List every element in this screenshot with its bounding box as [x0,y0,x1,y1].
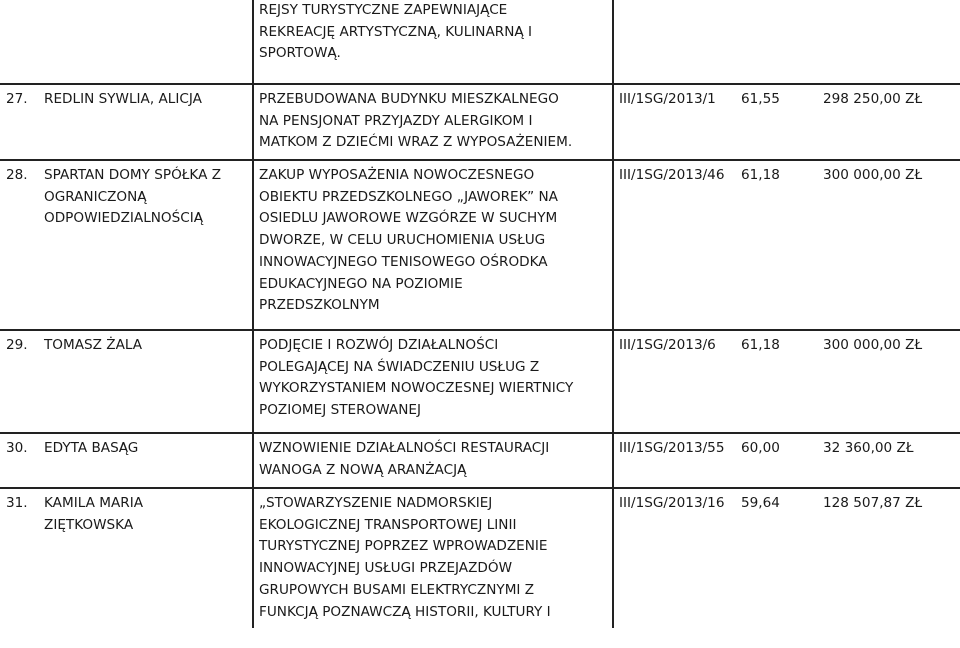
grant-amount-text: 300 000,00 ZŁ [823,337,923,353]
applicant-name [38,84,253,160]
row-number [0,488,38,648]
score [735,0,817,84]
applicant-name [38,330,253,433]
project-description-line: PRZEDSZKOLNYM [259,297,380,314]
row-number [0,160,38,330]
project-description-line: POLEGAJĄCEJ NA ŚWIADCZENIU USŁUG Z [259,358,540,375]
application-code-text: III/1SG/2013/1 [619,91,716,107]
row-number [0,330,38,433]
application-code [613,84,735,160]
table-row [0,0,960,84]
applicant-name-line: EDYTA BASĄG [44,440,139,456]
application-code [613,433,735,488]
score [735,433,817,488]
score-text: 60,00 [741,440,780,456]
project-description-line: INNOWACYJNEJ USŁUGI PRZEJAZDÓW [259,560,513,577]
application-code [613,160,735,330]
project-description-line: EKOLOGICZNEJ TRANSPORTOWEJ LINII [259,516,517,533]
applicant-name [38,488,253,648]
grant-amount [817,488,960,648]
score [735,330,817,433]
application-code-text: III/1SG/2013/46 [619,167,725,183]
project-description-line: REKREACJĘ ARTYSTYCZNĄ, KULINARNĄ I [259,23,533,40]
applicant-name-line: KAMILA MARIA [44,495,143,511]
project-description-line: FUNKCJĄ POZNAWCZĄ HISTORII, KULTURY I [259,603,551,620]
row-number-text: 27. [6,91,28,107]
applicant-name [38,433,253,488]
project-description-line: POZIOMEJ STEROWANEJ [259,402,421,419]
table-row [0,160,960,330]
project-description-line: INNOWACYJNEGO TENISOWEGO OŚRODKA [259,253,548,270]
score [735,160,817,330]
grant-amount [817,84,960,160]
project-description-line: REJSY TURYSTYCZNE ZAPEWNIAJĄCE [259,2,508,18]
grant-amount [817,330,960,433]
project-description-line: SPORTOWĄ. [259,45,341,62]
grant-amount [817,433,960,488]
table-row [0,330,960,433]
project-description-line: GRUPOWYCH BUSAMI ELEKTRYCZNYMI Z [259,581,535,598]
row-number [0,84,38,160]
applicant-name-line: REDLIN SYWLIA, ALICJA [44,91,202,107]
grant-amount [817,160,960,330]
project-description-line: WYKORZYSTANIEM NOWOCZESNEJ WIERTNICY [259,380,574,397]
project-description [253,488,613,648]
project-description-line: PODJĘCIE I ROZWÓJ DZIAŁALNOŚCI [259,337,499,353]
project-description-line: DWORZE, W CELU URUCHOMIENIA USŁUG [259,232,546,249]
row-number [0,0,38,84]
applicant-name [38,160,253,330]
row-number-text: 29. [6,337,28,353]
project-description-line: EDUKACYJNEGO NA POZIOMIE [259,275,463,292]
project-description-line: OSIEDLU JAWOROWE WZGÓRZE W SUCHYM [259,210,558,227]
grant-amount-text: 128 507,87 ZŁ [823,495,923,511]
application-code [613,488,735,648]
project-description-line: WZNOWIENIE DZIAŁALNOŚCI RESTAURACJI [259,440,550,456]
score-text: 61,18 [741,337,780,353]
application-code-text: III/1SG/2013/16 [619,495,725,511]
row-number-text: 28. [6,167,28,183]
project-description [253,0,613,84]
score-text: 59,64 [741,495,780,511]
table-row [0,488,960,648]
applicant-name-line: ODPOWIEDZIALNOŚCIĄ [44,210,204,227]
project-description [253,84,613,160]
applicant-name-line: SPARTAN DOMY SPÓŁKA Z [44,167,222,183]
score-text: 61,18 [741,167,780,183]
score [735,488,817,648]
score-text: 61,55 [741,91,780,107]
applicant-name-line: ZIĘTKOWSKA [44,516,134,533]
project-description-line: „STOWARZYSZENIE NADMORSKIEJ [259,495,493,511]
row-number-text: 31. [6,495,28,511]
table-row [0,433,960,488]
project-description-line: ZAKUP WYPOSAŻENIA NOWOCZESNEGO [259,167,535,183]
score [735,84,817,160]
table-row [0,84,960,160]
applicant-name-line: OGRANICZONĄ [44,188,147,205]
grant-amount-text: 32 360,00 ZŁ [823,440,914,456]
applicant-name-line: TOMASZ ŻALA [44,337,143,353]
row-number-text: 30. [6,440,28,456]
applicant-name [38,0,253,84]
grant-amount-text: 300 000,00 ZŁ [823,167,923,183]
project-description-line: MATKOM Z DZIEĆMI WRAZ Z WYPOSAŻENIEM. [259,134,573,151]
project-description-line: TURYSTYCZNEJ POPRZEZ WPROWADZENIE [259,538,548,555]
application-code-text: III/1SG/2013/55 [619,440,725,456]
application-code-text: III/1SG/2013/6 [619,337,716,353]
application-code [613,0,735,84]
project-description [253,433,613,488]
application-code [613,330,735,433]
project-description-line: OBIEKTU PRZEDSZKOLNEGO „JAWOREK” NA [259,188,558,205]
project-description [253,330,613,433]
project-description-line: PRZEBUDOWANA BUDYNKU MIESZKALNEGO [259,91,559,107]
project-description-line: WANOGA Z NOWĄ ARANŻACJĄ [259,461,467,478]
grant-amount-text: 298 250,00 ZŁ [823,91,923,107]
grant-amount [817,0,960,84]
project-description [253,160,613,330]
row-number [0,433,38,488]
project-description-line: NA PENSJONAT PRZYJAZDY ALERGIKOM I [259,112,533,129]
